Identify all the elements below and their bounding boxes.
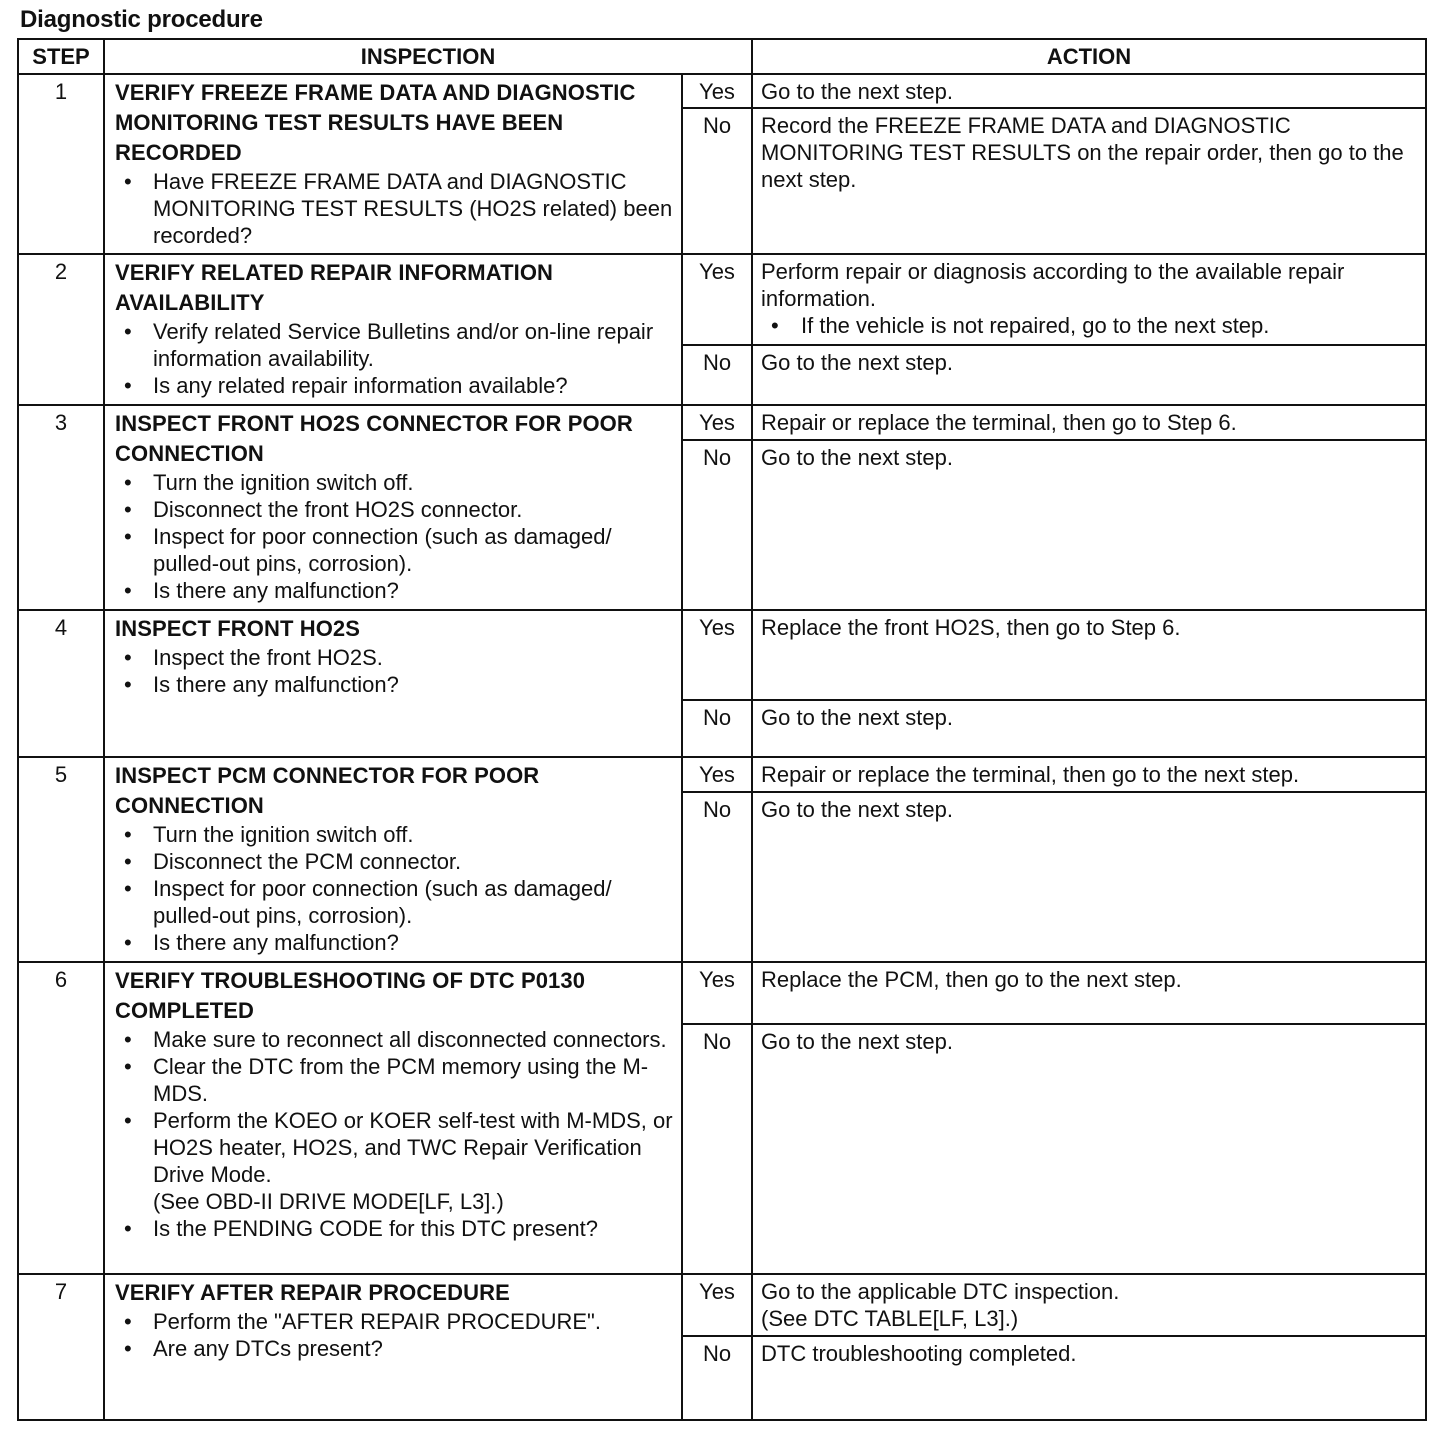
bullet-note: (See OBD-II DRIVE MODE[LF, L3].) [153,1189,504,1214]
step-number: 6 [18,962,104,1274]
bullet-list [115,1215,675,1242]
bullet-item: • Have FREEZE FRAME DATA and DIAGNOSTIC MONITORING TEST RESULTS (HO2S related) been recorded? [115,168,675,249]
table-row [18,405,1426,440]
no-action: Go to the next step. [752,345,1426,405]
step-inspection [104,74,682,254]
step-inspection [104,254,682,405]
step-inspection [104,757,682,962]
yes-action-reference: (See DTC TABLE[LF, L3].) [761,1306,1019,1331]
no-action: Record the FREEZE FRAME DATA and DIAGNOSTIC MONITORING TEST RESULTS on the repair order, then go to the next step. [752,108,1426,254]
step-number: 2 [18,254,104,405]
step-title: VERIFY AFTER REPAIR PROCEDURE [115,1280,510,1305]
header-step: STEP [18,39,104,74]
bullet-list [115,318,675,399]
bullet-list [115,1026,675,1188]
action-bullet-list [761,312,1419,339]
step-number: 4 [18,610,104,757]
bullet-item: • Turn the ignition switch off. [115,469,675,496]
step-title: INSPECT FRONT HO2S [115,616,361,641]
bullet-item: • Clear the DTC from the PCM memory using the M-MDS. [115,1053,675,1107]
bullet-item: • Make sure to reconnect all disconnected connectors. [115,1026,675,1053]
action-bullet-item: • If the vehicle is not repaired, go to the next step. [761,312,1419,339]
yes-action-text: Perform repair or diagnosis according to the available repair information. [761,259,1345,311]
step-number: 7 [18,1274,104,1420]
bullet-item: • Inspect for poor connection (such as damaged/ pulled-out pins, corrosion). [115,875,675,929]
yes-action: Repair or replace the terminal, then go to Step 6. [752,405,1426,440]
yes-action-text: Go to the applicable DTC inspection. [761,1279,1120,1304]
yes-action [752,1274,1426,1336]
yes-action: Go to the next step. [752,74,1426,108]
step-number: 1 [18,74,104,254]
bullet-list [115,469,675,604]
yes-label: Yes [682,1274,752,1336]
yes-action: Replace the front HO2S, then go to Step 6. [752,610,1426,700]
step-inspection [104,405,682,610]
yes-label: Yes [682,405,752,440]
bullet-item: • Verify related Service Bulletins and/or on-line repair information availability. [115,318,675,372]
page-title: Diagnostic procedure [20,6,263,33]
bullet-item: • Turn the ignition switch off. [115,821,675,848]
bullet-item: • Is any related repair information available? [115,372,675,399]
step-title: VERIFY FREEZE FRAME DATA AND DIAGNOSTIC MONITORING TEST RESULTS HAVE BEEN RECORDED [115,80,636,165]
bullet-item: • Is there any malfunction? [115,671,675,698]
table-row [18,74,1426,108]
no-action: DTC troubleshooting completed. [752,1336,1426,1420]
no-label: No [682,440,752,610]
yes-action: Replace the PCM, then go to the next step. [752,962,1426,1024]
step-inspection [104,1274,682,1420]
bullet-item: • Is there any malfunction? [115,577,675,604]
table-row [18,254,1426,345]
no-label: No [682,1024,752,1274]
no-action: Go to the next step. [752,1024,1426,1274]
bullet-item: • Disconnect the PCM connector. [115,848,675,875]
bullet-item: • Perform the KOEO or KOER self-test with M-MDS, or HO2S heater, HO2S, and TWC Repair Verification Drive Mode. [115,1107,675,1188]
diagnostic-procedure-table [17,38,1427,1421]
table-row [18,757,1426,792]
no-label: No [682,1336,752,1420]
bullet-item: • Disconnect the front HO2S connector. [115,496,675,523]
step-number: 3 [18,405,104,610]
no-label: No [682,108,752,254]
bullet-item: • Inspect for poor connection (such as damaged/ pulled-out pins, corrosion). [115,523,675,577]
header-inspection: INSPECTION [104,39,752,74]
yes-action: Repair or replace the terminal, then go to the next step. [752,757,1426,792]
bullet-list [115,1308,675,1362]
table-row [18,610,1426,700]
bullet-list [115,821,675,956]
no-label: No [682,792,752,962]
step-title: INSPECT PCM CONNECTOR FOR POOR CONNECTION [115,763,540,818]
header-action: ACTION [752,39,1426,74]
bullet-item: • Perform the "AFTER REPAIR PROCEDURE". [115,1308,675,1335]
no-label: No [682,700,752,757]
yes-label: Yes [682,962,752,1024]
table-header-row [18,39,1426,74]
bullet-list [115,644,675,698]
yes-label: Yes [682,254,752,345]
table-row [18,962,1426,1024]
step-title: INSPECT FRONT HO2S CONNECTOR FOR POOR CONNECTION [115,411,633,466]
yes-label: Yes [682,610,752,700]
step-inspection [104,962,682,1274]
table-row [18,1274,1426,1336]
no-action: Go to the next step. [752,440,1426,610]
bullet-item: • Is the PENDING CODE for this DTC present? [115,1215,675,1242]
step-title: VERIFY RELATED REPAIR INFORMATION AVAILABILITY [115,260,554,315]
bullet-item: • Is there any malfunction? [115,929,675,956]
step-title: VERIFY TROUBLESHOOTING OF DTC P0130 COMPLETED [115,968,586,1023]
step-inspection [104,610,682,757]
no-action: Go to the next step. [752,700,1426,757]
yes-action [752,254,1426,345]
no-action: Go to the next step. [752,792,1426,962]
no-label: No [682,345,752,405]
bullet-list [115,168,675,249]
yes-label: Yes [682,757,752,792]
bullet-item: • Are any DTCs present? [115,1335,675,1362]
step-number: 5 [18,757,104,962]
yes-label: Yes [682,74,752,108]
bullet-item: • Inspect the front HO2S. [115,644,675,671]
